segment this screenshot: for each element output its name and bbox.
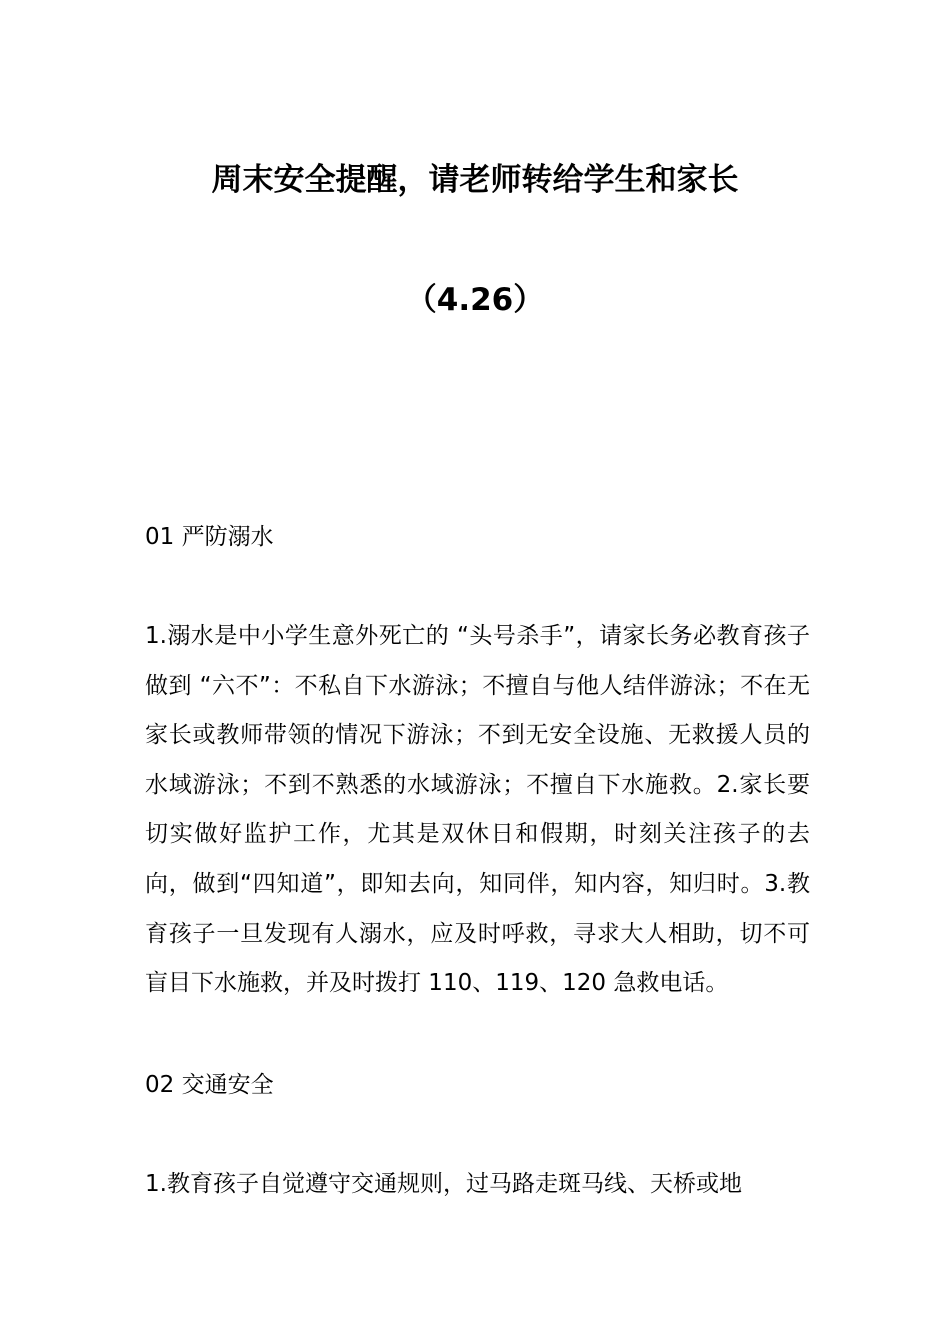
document-title: 周末安全提醒，请老师转给学生和家长 (211, 162, 739, 198)
section-heading-traffic: 02 交通安全 (145, 1072, 274, 1098)
section-paragraph-drowning: 1.溺水是中小学生意外死亡的 “头号杀手”，请家长务必教育孩子做到 “六不”：不私自下水游泳；不擅自与他人结伴游泳；不在无家长或教师带领的情况下游泳；不到无安全设施、无救援人员的水域游泳；不到不熟悉的水域游泳；不擅自下水施救。2.家长要切实做好监护工作，尤其是双休日和假期，时刻关注孩子的去向，做到“四知道”，即知去向，知同伴，知内容，知归时。3.教育孩子一旦发现有人溺水，应及时呼救，寻求大人相助，切不可盲目下水施救，并及时拨打 110、119、120 急救电话。 (145, 623, 810, 997)
document-date: （4.26） (405, 282, 545, 318)
section-heading-drowning: 01 严防溺水 (145, 524, 274, 550)
section-paragraph-traffic: 1.教育孩子自觉遵守交通规则，过马路走斑马线、天桥或地 (145, 1171, 742, 1197)
